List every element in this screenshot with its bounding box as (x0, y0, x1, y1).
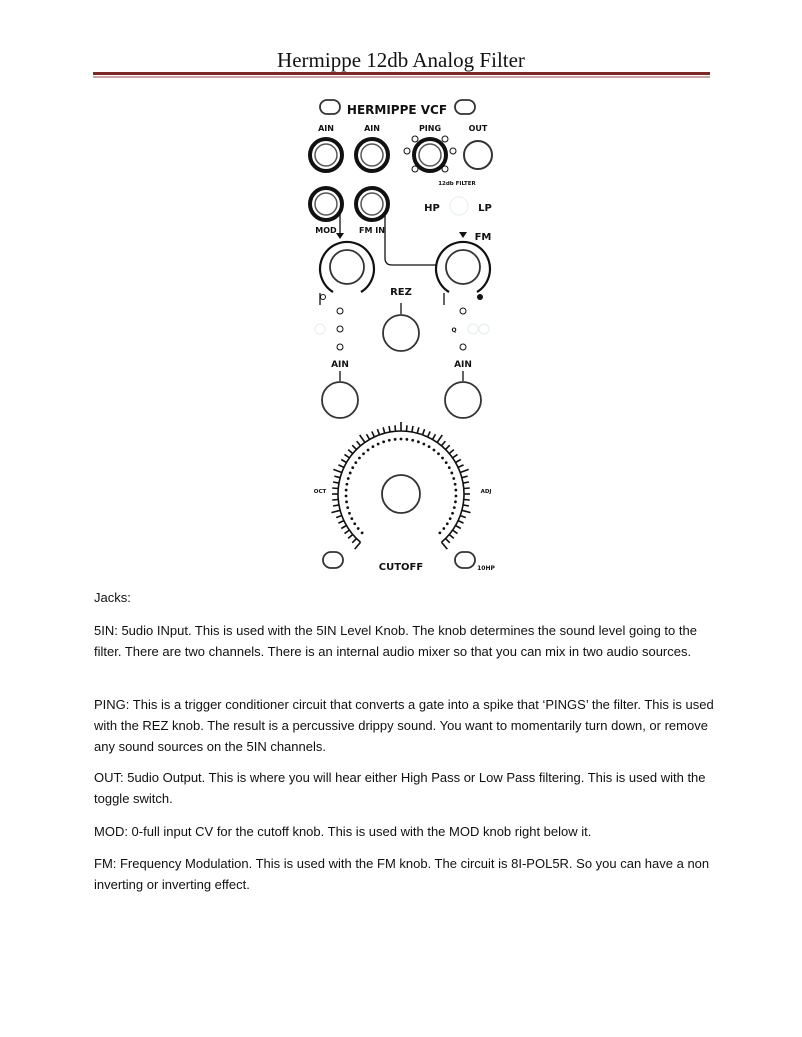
jack-mod (310, 188, 342, 220)
label-hp: HP (424, 203, 440, 214)
label-fm-in: FM IN (359, 226, 385, 235)
document-title: Hermippe 12db Analog Filter (277, 48, 525, 72)
label-lp: LP (478, 203, 492, 214)
label-width: 10HP (477, 565, 495, 572)
module-panel-diagram (306, 93, 496, 575)
jacks-heading: Jacks: (94, 590, 131, 605)
label-ain-2: AIN (364, 124, 380, 133)
mount-hole-bottom-left (323, 552, 343, 568)
jack-ain-1 (310, 139, 342, 171)
cutoff-dot-ring (345, 438, 458, 535)
mount-hole-top-left (320, 100, 340, 114)
panel-name: HERMIPPE VCF (346, 103, 448, 117)
label-rez: REZ (390, 287, 412, 298)
toggle-switch-hp-lp (450, 197, 468, 215)
knob-rez (383, 315, 419, 351)
label-oct: OCT (313, 489, 327, 495)
paragraph-ping: PING: This is a trigger conditioner circuit that converts a gate into a spike that ‘PINGS’ the filter. This is used with the REZ knob. The result is a percussive drippy sound. You want to momentarily turn down, or remove any sound sources on the 5IN channels. (94, 697, 714, 754)
jack-ain-2 (356, 139, 388, 171)
paragraph-out: OUT: 5udio Output. This is where you will hear either High Pass or Low Pass filtering. This is used with the toggle switch. (94, 770, 706, 806)
knob-ain-left (322, 382, 358, 418)
label-mod: MOD (315, 226, 337, 235)
knob-fm (436, 242, 490, 300)
paragraph-fm: FM: Frequency Modulation. This is used with the FM knob. The circuit is 8I-POL5R. So you can have a non inverting or inverting effect. (94, 856, 710, 892)
knob-ain-right (445, 382, 481, 418)
label-cutoff: CUTOFF (378, 562, 424, 573)
paragraph-mod: MOD: 0-full input CV for the cutoff knob. This is used with the MOD knob right below it. (94, 824, 592, 839)
title-rule-shadow (93, 76, 710, 78)
label-out: OUT (468, 124, 488, 133)
label-adj: ADJ (480, 489, 492, 495)
jack-ping (404, 136, 456, 172)
label-ain-1: AIN (318, 124, 334, 133)
knob-mod (320, 242, 374, 300)
fm-routing-line (385, 212, 436, 265)
jack-out (464, 141, 492, 169)
label-q: Q (451, 327, 457, 334)
label-fm: FM (474, 232, 492, 243)
paragraph-ain: 5IN: 5udio INput. This is used with the 5IN Level Knob. The knob determines the sound level going to the filter. There are two channels. There is an internal audio mixer so that you can mix in two audio sources. (94, 623, 697, 659)
mount-hole-bottom-right (455, 552, 475, 568)
jack-fm-in (356, 188, 388, 220)
cutoff-tick-ring (331, 422, 470, 549)
mount-hole-top-right (455, 100, 475, 114)
label-ain-knob-left: AIN (331, 360, 349, 370)
label-ain-knob-right: AIN (454, 360, 472, 370)
label-filter-type: 12db FILTER (438, 181, 476, 187)
title-rule (93, 72, 710, 75)
knob-cutoff (382, 475, 420, 513)
label-ping: PING (418, 124, 442, 133)
